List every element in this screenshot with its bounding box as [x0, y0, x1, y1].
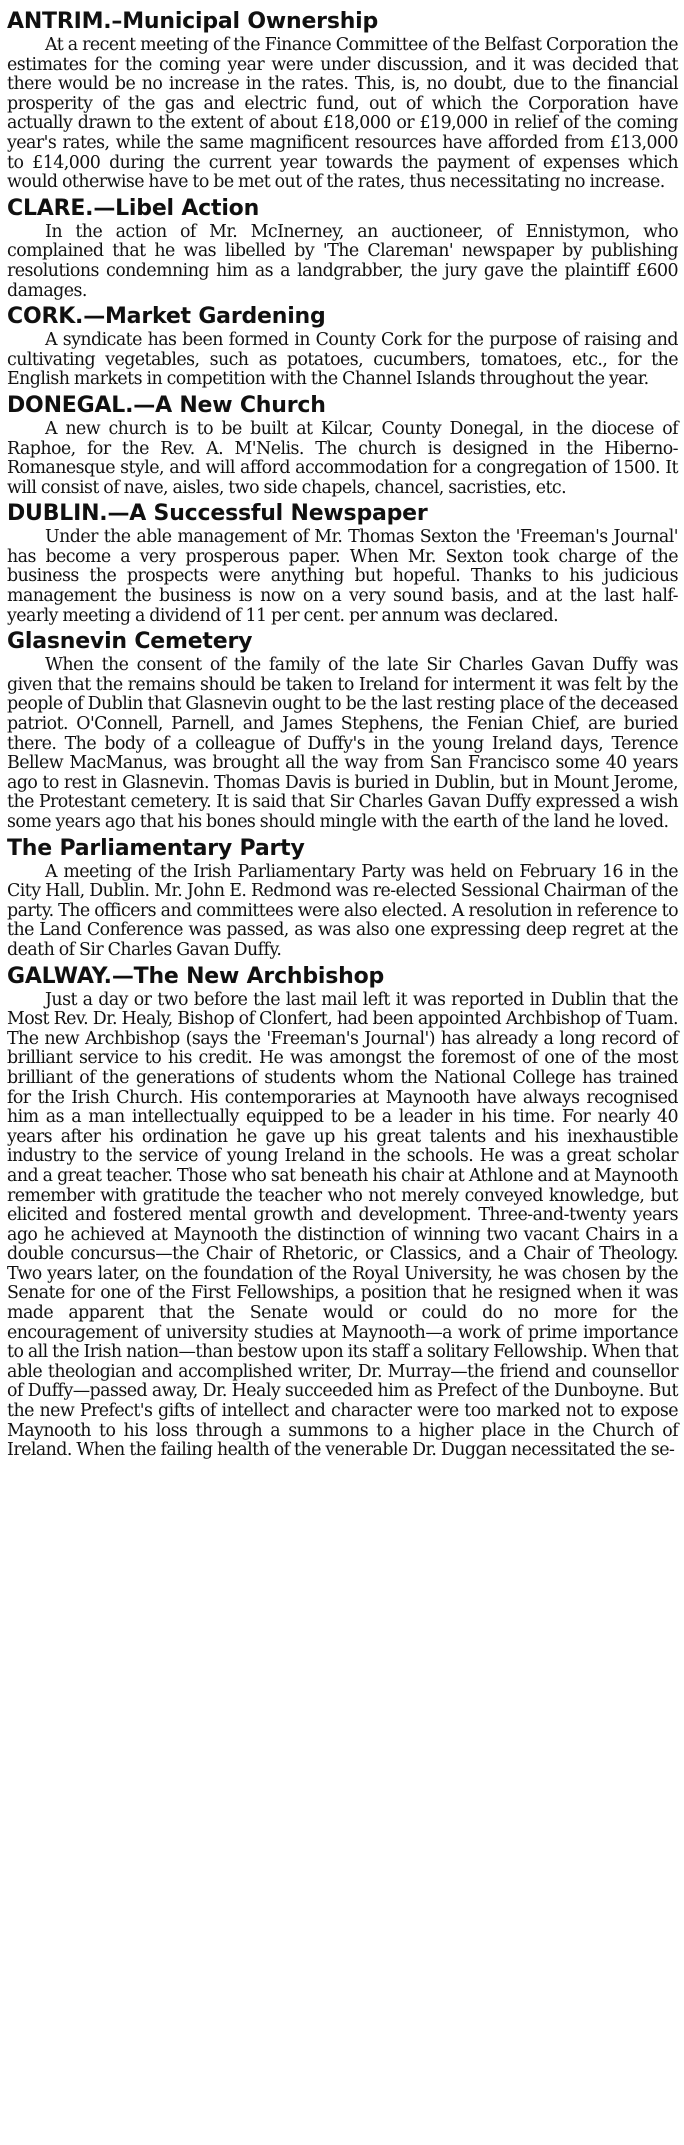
article-donegal	[7, 392, 678, 498]
article-heading: DUBLIN.—A Successful Newspaper	[7, 501, 428, 527]
article-body: A meeting of the Irish Parliamentary Party was held on February 16 in the City Hall, Dublin. Mr. John E. Redmond was re-elected Sessional Chairman of the party. The officers and committees were also elected. A resolution in reference to the Land Conference was passed, as was also one expressing deep regret at the death of Sir Charles Gavan Duffy.	[7, 861, 678, 960]
article-body: Just a day or two before the last mail left it was reported in Dublin that the Most Rev. Dr. Healy, Bishop of Clonfert, had been appointed Archbishop of Tuam. The new Archbishop (says the 'Freeman's Journal') has already a long record of brilliant service to his credit. He was amongst the foremost of one of the most brilliant of the generations of students whom the National College has trained for the Irish Church. His contemporaries at Maynooth have always recognised him as a man intellectually equipped to be a leader in his time. For nearly 40 years after his ordination he gave up his great talents and his inexhaustible industry to the service of young Ireland in the schools. He was a great scholar and a great teacher. Those who sat beneath his chair at Athlone and at Maynooth remember with gratitude the teacher who not merely conveyed knowledge, but elicited and fostered mental growth and development. Three-and-twenty years ago he achieved at Maynooth the distinction of winning two vacant Chairs in a double concursus—the Chair of Rhetoric, or Classics, and a Chair of Theology. Two years later, on the foundation of the Royal University, he was chosen by the Senate for one of the First Fellowships, a position that he resigned when it was made apparent that the Senate would or could do no more for the encouragement of university studies at Maynooth—a work of prime importance to all the Irish nation—than bestow upon its staff a solitary Fellowship. When that able theologian and accomplished writer, Dr. Murray—the friend and counsellor of Duffy—passed away, Dr. Healy succeeded him as Prefect of the Dunboyne. But the new Prefect's gifts of intellect and character were too marked not to expose Maynooth to his loss through a summons to a higher place in the Church of Ireland. When the failing health of the venerable Dr. Duggan necessitated the se-	[7, 989, 679, 1461]
article-heading: ANTRIM.–Municipal Ownership	[7, 9, 379, 34]
article-body: When the consent of the family of the late Sir Charles Gavan Duffy was given that the remains should be taken to Ireland for interment it was felt by the people of Dublin that Glasnevin ought to be the last resting place of the deceased patriot. O'Connell, Parnell, and James Stephens, the Fenian Chief, are buried there. The body of a colleague of Duffy's in the young Ireland days, Terence Bellew MacManus, was brought all the way from San Francisco some 40 years ago to rest in Glasnevin. Thomas Davis is buried in Dublin, but in Mount Jerome, the Protestant cemetery. It is said that Sir Charles Gavan Duffy expressed a wish some years ago that his bones should mingle with the earth of the land he loved.	[7, 655, 678, 832]
article-heading: CORK.—Market Gardening	[7, 304, 326, 330]
article-cork	[7, 303, 678, 390]
article-parliamentary-party	[7, 835, 678, 961]
article-body: At a recent meeting of the Finance Committee of the Belfast Corporation the estimates for the coming year were under discussion, and it was decided that there would be no increase in the rates. This, is, no doubt, due to the financial prosperity of the gas and electric fund, out of which the Corporation have actually drawn to the extent of about £18,000 or £19,000 in relief of the coming year's rates, while the same magnificent resources have afforded from £13,000 to £14,000 during the current year towards the payment of expenses which would otherwise have to be met out of the rates, thus necessitating no increase.	[7, 35, 678, 193]
article-body: A syndicate has been formed in County Cork for the purpose of raising and cultivating vegetables, such as potatoes, cucumbers, tomatoes, etc., for the English markets in competition with the Channel Islands throughout the year.	[7, 330, 678, 390]
article-body: In the action of Mr. McInerney, an auctioneer, of Ennistymon, who complained that he was libelled by 'The Clareman' newspaper by publishing resolutions condemning him as a landgrabber, the jury gave the plaintiff £600 damages.	[7, 221, 678, 301]
article-heading: GALWAY.—The New Archbishop	[7, 963, 385, 989]
article-body: Under the able management of Mr. Thomas Sexton the 'Freeman's Journal' has become a very prosperous paper. When Mr. Sexton took charge of the business the prospects were anything but hopeful. Thanks to his judicious management the business is now on a very sound basis, and at the last half-yearly meeting a dividend of 11 per cent. per annum was declared.	[7, 527, 678, 626]
article-clare	[7, 195, 678, 301]
article-heading: CLARE.—Libel Action	[7, 195, 260, 221]
article-heading: DONEGAL.—A New Church	[7, 392, 326, 418]
article-body: A new church is to be built at Kilcar, County Donegal, in the diocese of Raphoe, for the Rev. A. M'Nelis. The church is designed in the Hiberno-Romanesque style, and will afford accommodation for a congregation of 1500. It will consist of nave, aisles, two side chapels, chancel, sacristies, etc.	[7, 418, 678, 498]
article-dublin-newspaper	[7, 500, 678, 626]
article-galway	[7, 963, 678, 1461]
article-heading: The Parliamentary Party	[7, 835, 305, 861]
article-antrim	[7, 8, 678, 193]
article-glasnevin	[7, 628, 678, 832]
article-heading: Glasnevin Cemetery	[7, 629, 253, 655]
